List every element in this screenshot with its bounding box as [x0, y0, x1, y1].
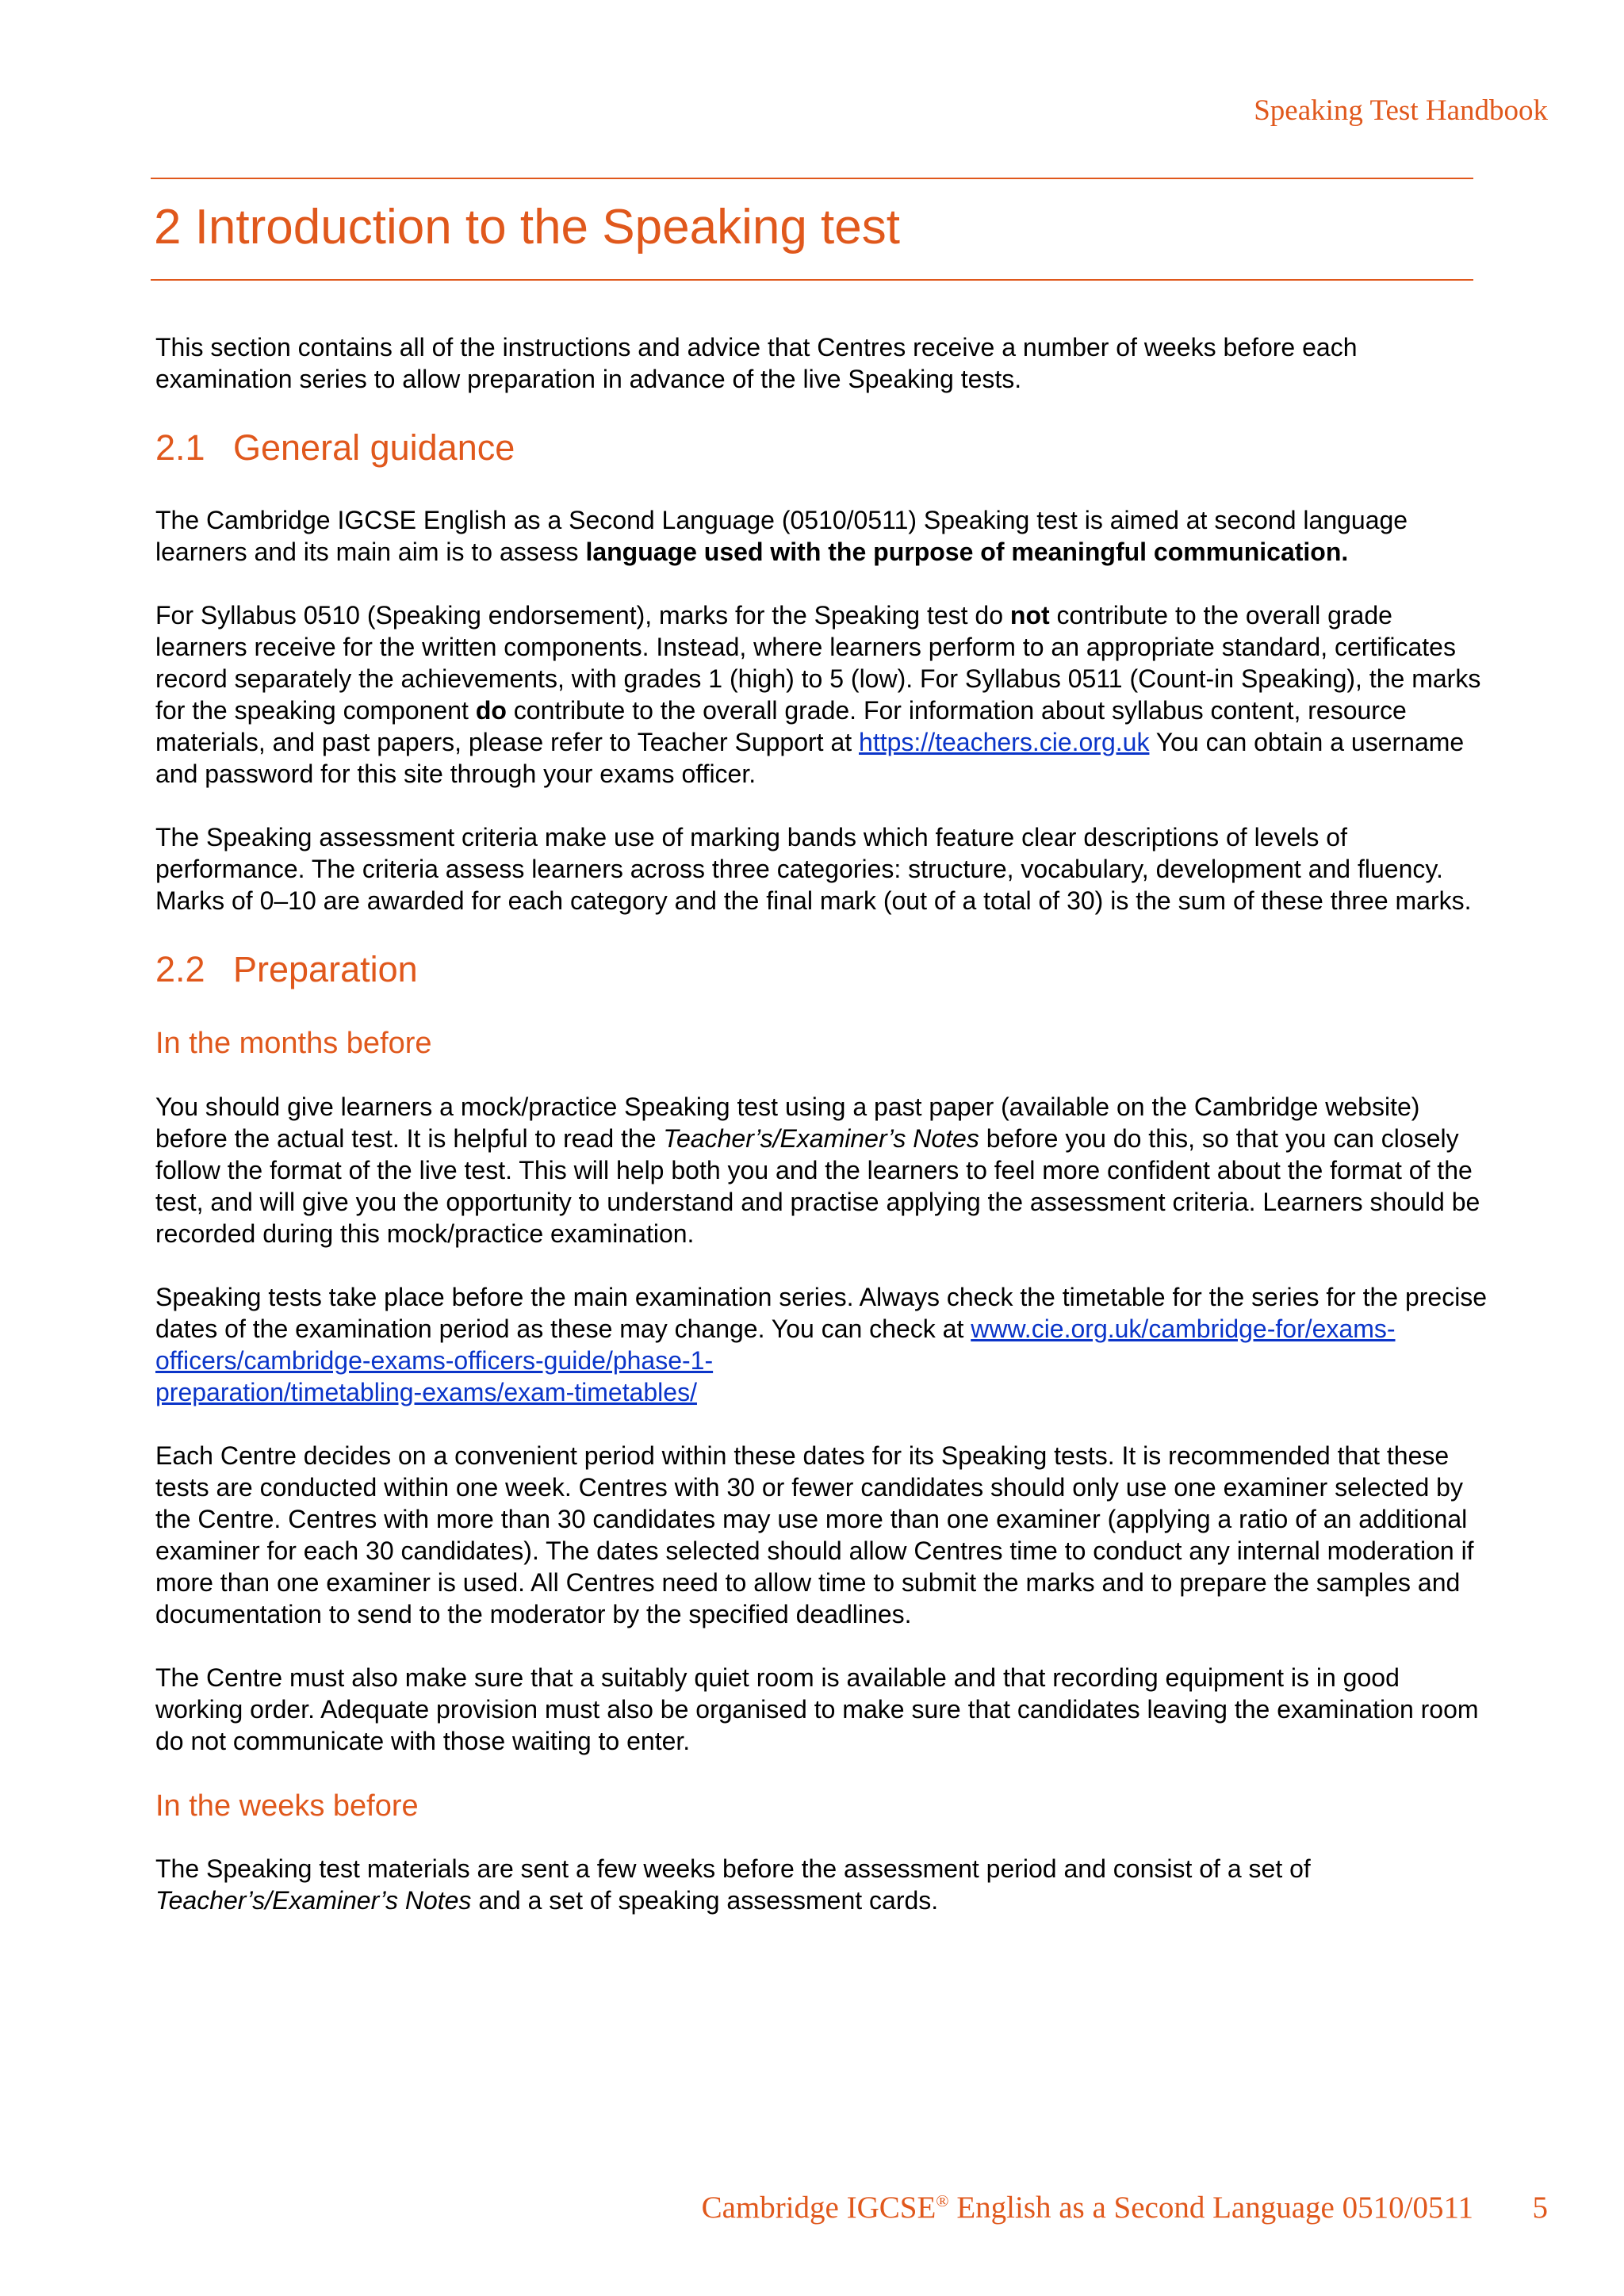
intro-paragraph: This section contains all of the instructions and advice that Centres receive a number of weeks before each examination series to allow preparation in advance of the live Speaking tests.: [155, 333, 1358, 393]
chapter-title: 2 Introduction to the Speaking test: [154, 200, 900, 254]
weeks-paragraph-1: [155, 1853, 1488, 1916]
registered-mark: ®: [936, 2191, 949, 2210]
months-paragraph-2: [155, 1281, 1488, 1408]
text-run: The Speaking test materials are sent a few weeks before the assessment period and consist of a set of: [155, 1854, 1311, 1884]
subheading-months-before: In the months before: [155, 1027, 432, 1060]
text-run: contribute to the overall grade. For information about syllabus content, resource materials, and past papers, please refer to Teacher Support at: [155, 696, 1407, 756]
section-heading-2-2: [155, 948, 1488, 991]
general-guidance-paragraph-3: The Speaking assessment criteria make use of marking bands which feature clear descriptions of levels of performance. The criteria assess learners across three categories: structure, vocabulary, development and fluency. Marks of 0–10 are awarded for each category and the final mark (out of a total of 30) is the sum of these three marks.: [155, 823, 1472, 915]
text-run: before you do this, so that you can closely follow the format of the live test. This will help both you and the learners to feel more confident about the format of the test, and will give you the opportunity to understand and practise applying the assessment criteria. Learners should be recorded during this mock/practice examination.: [155, 1123, 1480, 1248]
teacher-support-link[interactable]: https://teachers.cie.org.uk: [859, 728, 1150, 756]
months-paragraph-3: Each Centre decides on a convenient period within these dates for its Speaking tests. It is recommended that these tests are conducted within one week. Centres with 30 or fewer candidates should only use one examiner selected by the Centre. Centres with more than 30 candidates may use more than one examiner (applying a ratio of an additional examiner for each 30 candidates). The dates selected should allow Centres time to conduct any internal moderation if more than one examiner is used. All Centres need to allow time to submit the marks and to prepare the samples and documentation to send to the moderator by the specified deadlines.: [155, 1441, 1474, 1628]
bold-text: language used with the purpose of meaningful communication.: [585, 538, 1349, 566]
section-heading-2-1: [155, 427, 1488, 469]
text-run: The Cambridge IGCSE English as a Second Language (0510/0511) Speaking test is aimed at second language learners and its main aim is to assess: [155, 506, 1408, 566]
section-title: Preparation: [233, 949, 418, 989]
section-title: General guidance: [233, 427, 515, 468]
running-header: Speaking Test Handbook: [1254, 94, 1548, 127]
general-guidance-paragraph-2: [155, 599, 1488, 790]
italic-text: Teacher’s/Examiner’s Notes: [663, 1123, 979, 1153]
text-run: Cambridge IGCSE: [701, 2191, 936, 2225]
text-run: You should give learners a mock/practice Speaking test using a past paper (available on the Cambridge website) before the actual test. It is helpful to read the: [155, 1092, 1420, 1153]
link-line-1[interactable]: www.cie.org.uk/cambridge-for/exams-officers/cambridge-exams-officers-guide/phase-1-: [155, 1314, 1396, 1375]
italic-text: Teacher’s/Examiner’s Notes: [155, 1886, 472, 1915]
months-paragraph-4: The Centre must also make sure that a suitably quiet room is available and that recording equipment is in good working order. Adequate provision must also be organised to make sure that candidates leaving the examination room do not communicate with those waiting to enter.: [155, 1663, 1479, 1755]
subheading-weeks-before: In the weeks before: [155, 1789, 419, 1823]
page-number: 5: [1532, 2191, 1548, 2225]
bold-text: not: [1009, 601, 1050, 629]
page-content: [155, 331, 1488, 1948]
link-line-2[interactable]: preparation/timetabling-exams/exam-timetables/: [155, 1377, 697, 1406]
header-rule-bottom: [151, 279, 1473, 281]
text-run: and a set of speaking assessment cards.: [471, 1886, 939, 1915]
text-run: For Syllabus 0510 (Speaking endorsement), marks for the Speaking test do: [155, 601, 1010, 629]
text-run: English as a Second Language 0510/0511: [948, 2191, 1473, 2225]
footer-document-title: [702, 2190, 1473, 2225]
text-run: You can obtain a username and password for this site through your exams officer.: [155, 728, 1465, 788]
general-guidance-paragraph-1: [155, 504, 1488, 568]
section-number: 2.1: [155, 427, 205, 468]
bold-text: do: [475, 696, 507, 725]
text-run: Speaking tests take place before the main examination series. Always check the timetable for the series for the precise dates of the examination period as these may change. You can check at: [155, 1282, 1488, 1343]
header-rule-top: [151, 178, 1473, 179]
months-paragraph-1: [155, 1091, 1488, 1249]
text-run: contribute to the overall grade learners receive for the written components. Instead, where learners perform to an appropriate standard, certificates record separately the achievements, with grades 1 (high) to 5 (low). For Syllabus 0511 (Count-in Speaking), the marks for the speaking component: [155, 601, 1481, 725]
section-number: 2.2: [155, 949, 205, 989]
